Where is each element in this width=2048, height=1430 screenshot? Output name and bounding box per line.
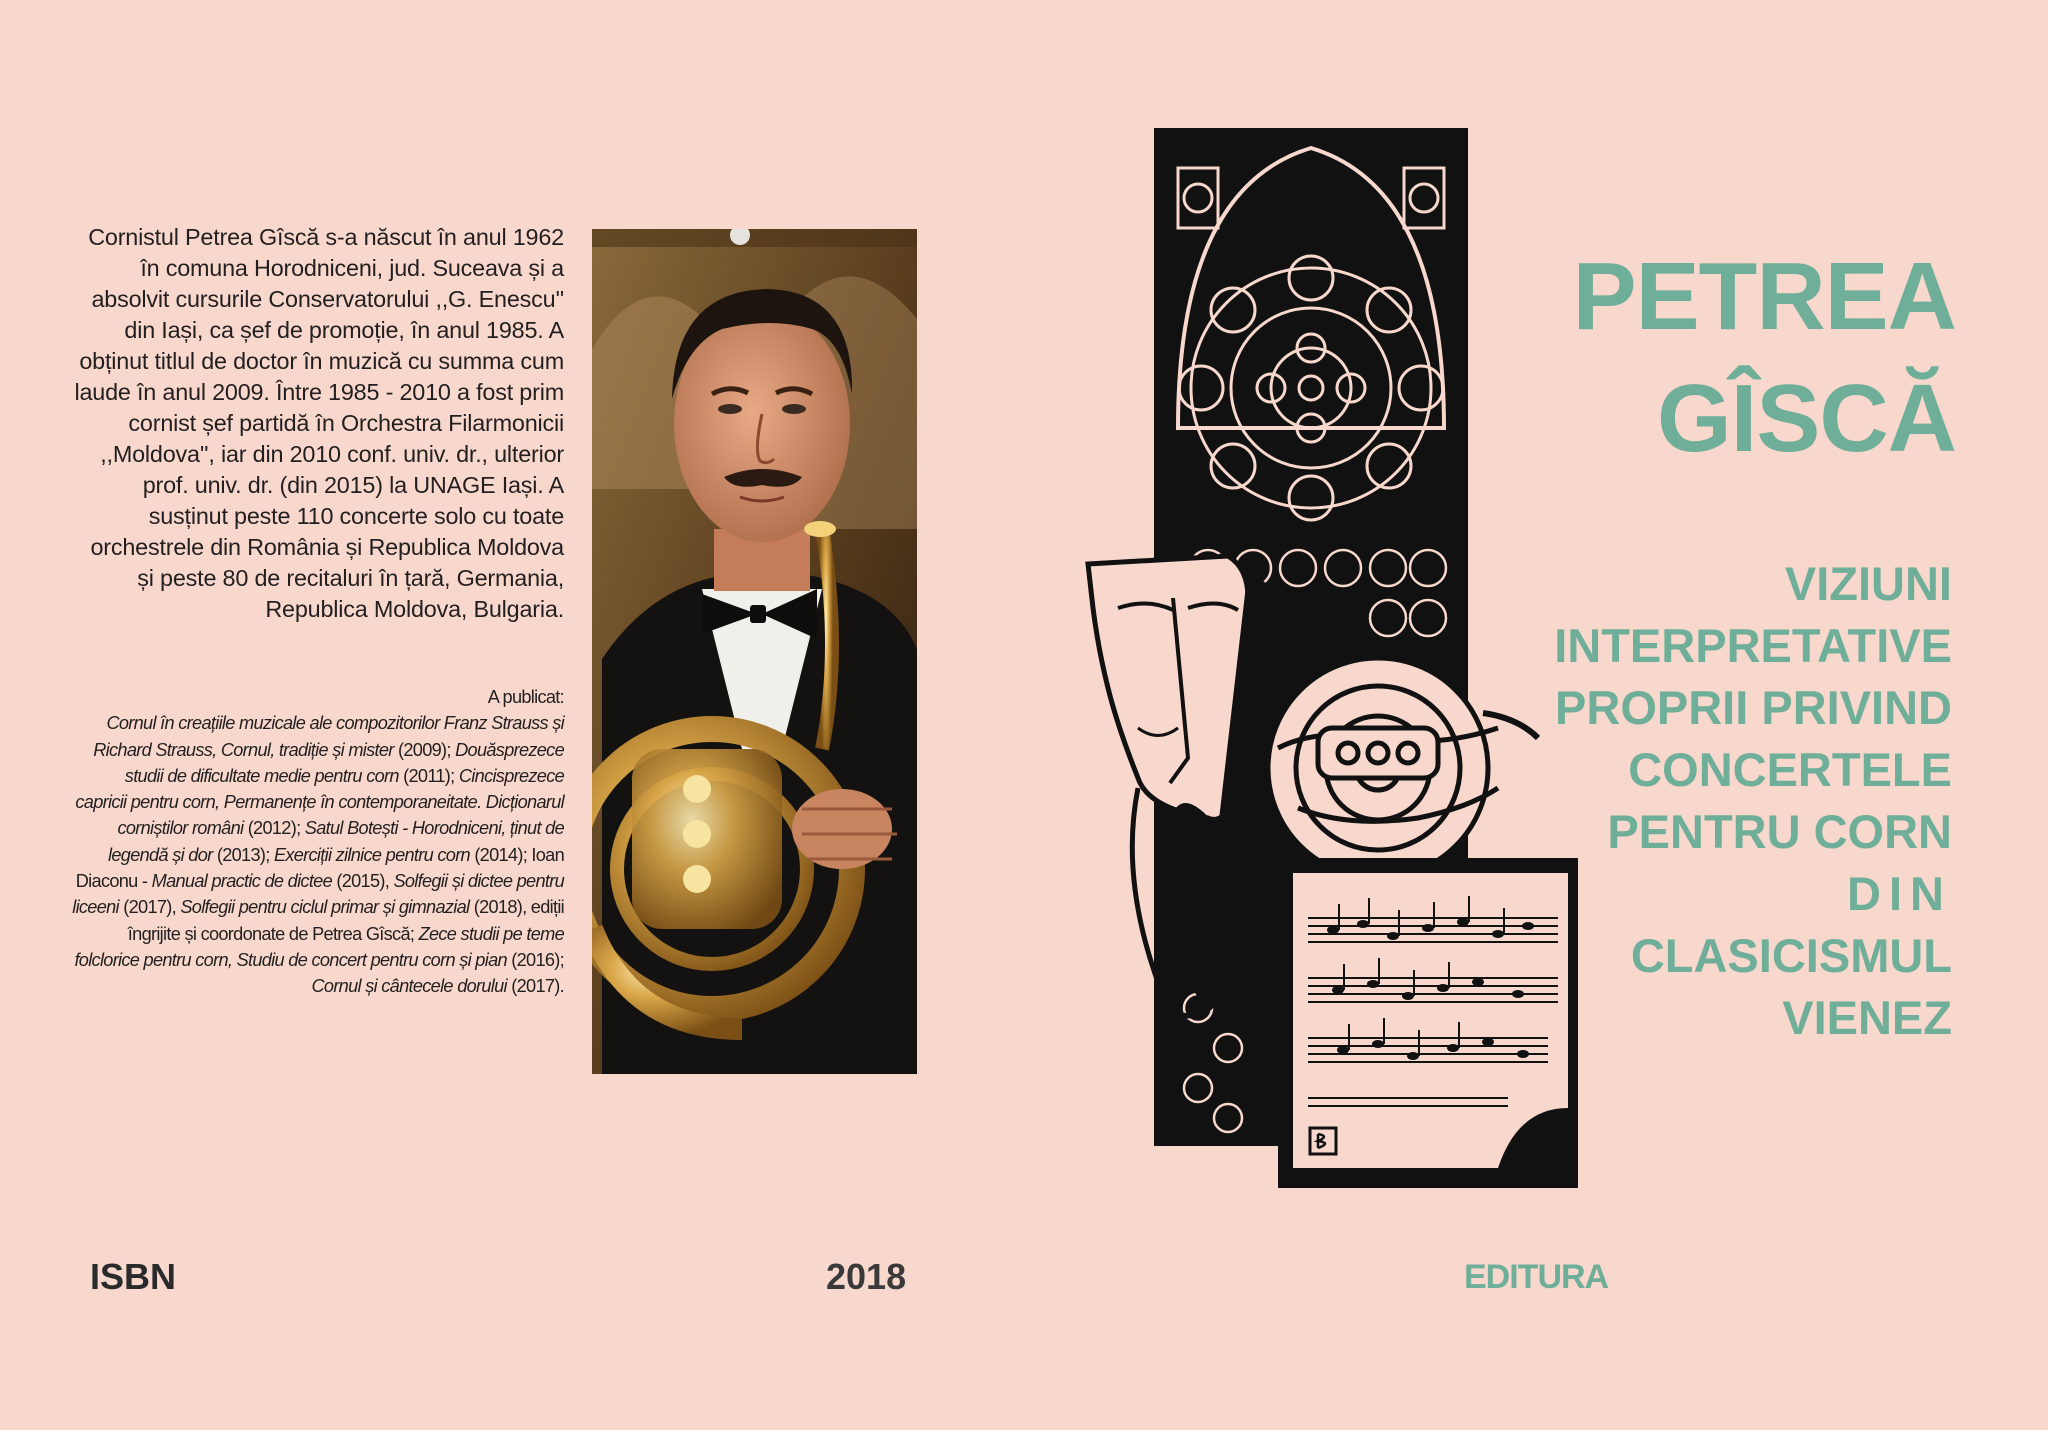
author-name: [1450, 236, 1956, 480]
publication-title: Douăsprezece studii de dificultate medie pentru corn: [124, 739, 564, 786]
publication-title: Cornul, tradiție și mister: [216, 739, 394, 760]
title-line: VIENEZ: [1782, 991, 1952, 1044]
title-line: PENTRU CORN: [1607, 805, 1952, 858]
title-line: CLASICISMUL: [1630, 929, 1952, 982]
book-title: [1440, 553, 1952, 1049]
publication-note: (2012);: [243, 818, 301, 839]
publication-title: Exerciții zilnice pentru corn: [269, 844, 470, 865]
publication-note: (2009);: [393, 739, 451, 760]
publication-note: (2013);: [212, 844, 270, 865]
publication-note: (2016);: [506, 949, 564, 970]
biography-text: Cornistul Petrea Gîscă s-a născut în anul 1962 în comuna Horodniceni, jud. Suceava și a absolvit cursurile Conservatorului ,,G. Enescu'' din Iași, ca șef de promoție, în anul 1985. A obținut titlul de doctor în muzică cu summa cum laude în anul 2009. Între 1985 - 2010 a fost prim cornist șef partidă în Orchestra Filarmonicii ,,Moldova'', iar din 2010 conf. univ. dr., ulterior prof. univ. dr. (din 2015) la UNAGE Iași. A susținut peste 110 concerte solo cu toate orchestrele din România și Republica Moldova și peste 80 de recitaluri în țară, Germania, Republica Moldova, Bulgaria.: [74, 224, 564, 622]
publication-title: Satul Botești - Horodniceni, ținut de legendă și dor: [108, 818, 564, 865]
publication-note: (2011);: [398, 765, 459, 786]
isbn-label: ISBN: [90, 1256, 177, 1297]
publication-title: Cincisprezece capricii pentru corn, Permanențe în contemporaneitate. Dicționarul corniștilor români: [75, 765, 564, 839]
title-line: DIN: [1847, 867, 1952, 920]
publication-title: Cornul și cântecele dorului: [311, 976, 507, 997]
publication-title: Zece studii pe teme folclorice pentru corn, Studiu de concert pentru corn și pian: [74, 923, 564, 970]
publication-note: (2017),: [118, 897, 181, 918]
publication-note: (2017).: [506, 976, 564, 997]
publication-note: (2014); Ioan Diaconu -: [75, 844, 564, 892]
title-line: CONCERTELE: [1628, 743, 1952, 796]
author-last-name: GÎSCĂ: [1656, 365, 1956, 472]
publication-title: Cornul în creațiile muzicale ale compozitorilor Franz Strauss și Richard Strauss,: [93, 713, 564, 760]
author-biography: [70, 222, 564, 625]
publications-list: [70, 684, 564, 1000]
title-line: PROPRII PRIVIND: [1555, 681, 1952, 734]
publication-year: 2018: [826, 1256, 907, 1297]
author-first-name: PETREA: [1572, 243, 1956, 350]
publication-title: Solfegii și dictee pentru liceeni: [72, 871, 564, 918]
publication-note: (2015),: [332, 871, 394, 892]
publications-items: [72, 713, 564, 996]
title-line: VIZIUNI: [1784, 557, 1952, 610]
title-line: INTERPRETATIVE: [1554, 619, 1952, 672]
publications-heading: A publicat:: [487, 687, 564, 707]
publication-title: Solfegii pentru ciclul primar și gimnazial: [180, 897, 470, 918]
publication-note: (2018), ediții îngrijite și coordonate de Petrea Gîscă;: [127, 897, 564, 944]
author-photo: [592, 229, 917, 1074]
publisher-name: EDITURA: [1464, 1258, 1609, 1296]
publication-title: Manual practic de dictee: [151, 871, 332, 892]
